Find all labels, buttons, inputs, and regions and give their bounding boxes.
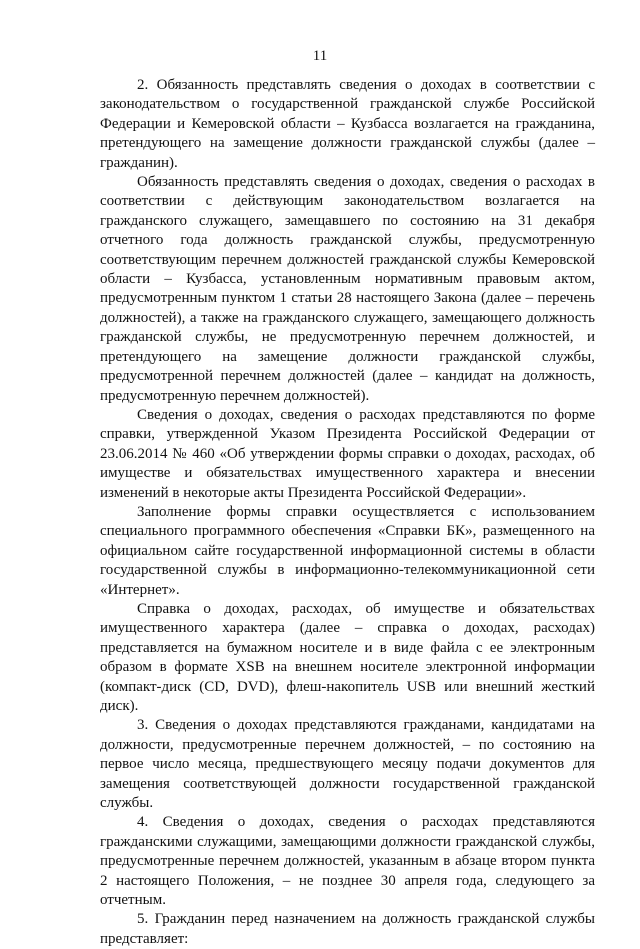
paragraph-item-4: 4. Сведения о доходах, сведения о расходах представляются гражданскими служащими, замещающими должности гражданской службы, предусмотренные перечнем должностей, указанным в абзаце втором пункта 2 настоящего Положения, – не позднее 30 апреля года, следующего за отчетным. [100, 814, 595, 909]
paragraph-submission-format: Справка о доходах, расходах, об имуществе и обязательствах имущественного характера (далее – справка о доходах, расходах) представляется на бумажном носителе и в виде файла с ее электронным образом в формате XSB на внешнем носителе электронной информации (компакт-диск (CD, DVD), флеш-накопитель USB или внешний жесткий диск). [100, 600, 595, 714]
paragraph-obligation-expenses: Обязанность представлять сведения о доходах, сведения о расходах в соответствии с действующим законодательством возлагается на гражданского служащего, замещавшего по состоянию на 31 декабря отчетного года должность гражданской службы, предусмотренную соответствующим перечнем должностей гражданской службы Кемеровской области – Кузбасса, установленным нормативным правовым актом, предусмотренным пунктом 1 статьи 28 настоящего Закона (далее – перечень должностей), а также на гражданского служащего, замещающего должность гражданской службы, не предусмотренную перечнем должностей, и претендующего на замещение должности гражданской службы, предусмотренной перечнем должностей (далее – кандидат на должность, предусмотренную перечнем должностей). [100, 174, 595, 404]
paragraph-item-2: 2. Обязанность представлять сведения о доходах в соответствии с законодательством о государственной гражданской службе Российской Федерации и Кемеровской области – Кузбасса возлагается на гражданина, претендующего на замещение должности гражданской службы (далее – гражданин). [100, 77, 595, 171]
paragraph-item-3: 3. Сведения о доходах представляются гражданами, кандидатами на должности, предусмотренные перечнем должностей, – по состоянию на первое число месяца, предшествующего месяцу подачи документов для замещения соответствующей должности государственной гражданской службы. [100, 717, 595, 812]
paragraph-software: Заполнение формы справки осуществляется с использованием специального программного обеспечения «Справки БК», размещенного на официальном сайте государственной информационной системы в области государственной службы в информационно-телекоммуникационной сети «Интернет». [100, 503, 595, 598]
paragraph-item-5: 5. Гражданин перед назначением на должность гражданской службы представляет: [100, 911, 595, 947]
paragraph-form-reference: Сведения о доходах, сведения о расходах представляются по форме справки, утвержденной Указом Президента Российской Федерации от 23.06.2014 № 460 «Об утверждении формы справки о доходах, расходах, об имуществе и обязательствах имущественного характера и внесении изменений в некоторые акты Президента Российской Федерации». [100, 406, 595, 501]
page-number: 11 [312, 48, 328, 64]
document-body [100, 76, 595, 949]
